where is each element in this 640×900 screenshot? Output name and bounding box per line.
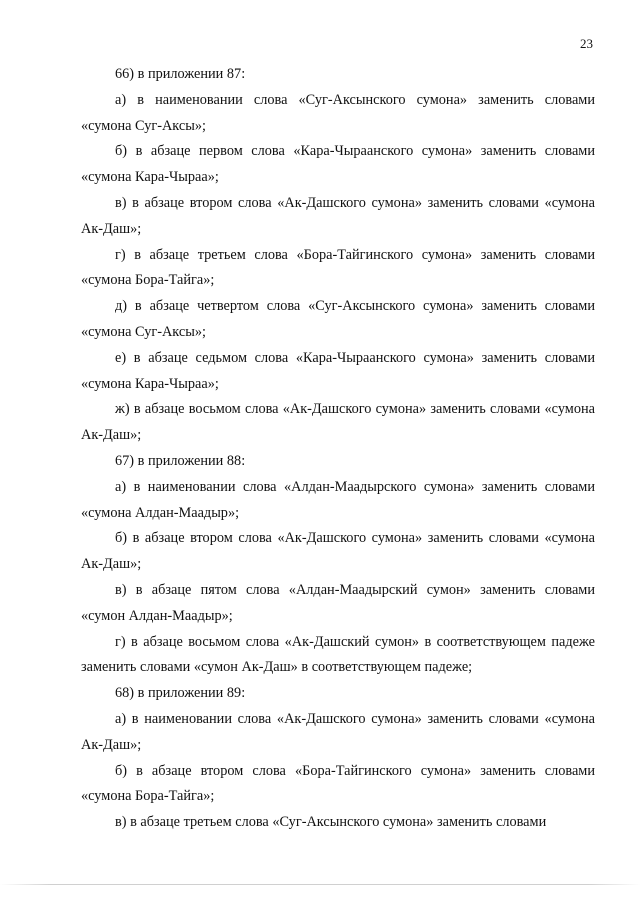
- amendment-item: ж) в абзаце восьмом слова «Ак-Дашского сумона» заменить словами «сумона Ак-Даш»;: [81, 401, 595, 444]
- page-bottom-edge: [0, 884, 640, 885]
- section-heading-67: 67) в приложении 88:: [115, 452, 246, 469]
- section-heading-66: 66) в приложении 87:: [115, 66, 246, 82]
- amendment-item: в) в абзаце пятом слова «Алдан-Маадырский сумон» заменить словами «сумон Алдан-Маадыр»;: [81, 581, 595, 624]
- amendment-item: а) в наименовании слова «Алдан-Маадырского сумона» заменить словами «сумона Алдан-Маадыр»;: [81, 478, 595, 521]
- amendment-item: в) в абзаце втором слова «Ак-Дашского сумона» заменить словами «сумона Ак-Даш»;: [81, 194, 595, 237]
- amendment-item: г) в абзаце восьмом слова «Ак-Дашский сумон» в соответствующем падеже заменить словами «сумон Ак-Даш» в соответствующем падеже;: [81, 633, 595, 676]
- amendment-item: б) в абзаце первом слова «Кара-Чыраанского сумона» заменить словами «сумона Кара-Чыраа»;: [81, 143, 595, 186]
- section-heading-68: 68) в приложении 89:: [115, 685, 246, 702]
- amendment-item: б) в абзаце втором слова «Бора-Тайгинского сумона» заменить словами «сумона Бора-Тайга»;: [81, 762, 595, 805]
- amendment-item: а) в наименовании слова «Ак-Дашского сумона» заменить словами «сумона Ак-Даш»;: [81, 710, 595, 753]
- amendment-item: г) в абзаце третьем слова «Бора-Тайгинского сумона» заменить словами «сумона Бора-Тайга»;: [81, 246, 595, 289]
- amendment-item: д) в абзаце четвертом слова «Суг-Аксынского сумона» заменить словами «сумона Суг-Аксы»;: [81, 298, 595, 340]
- page-number: 23: [580, 36, 593, 51]
- amendment-item: в) в абзаце третьем слова «Суг-Аксынского сумона» заменить словами: [115, 814, 547, 831]
- amendment-item: б) в абзаце втором слова «Ак-Дашского сумона» заменить словами «сумона Ак-Даш»;: [81, 530, 595, 573]
- amendment-item: е) в абзаце седьмом слова «Кара-Чыраанского сумона» заменить словами «сумона Кара-Чыраа»;: [81, 349, 595, 392]
- amendment-item: а) в наименовании слова «Суг-Аксынского сумона» заменить словами «сумона Суг-Аксы»;: [81, 91, 595, 134]
- document-body: [81, 62, 595, 836]
